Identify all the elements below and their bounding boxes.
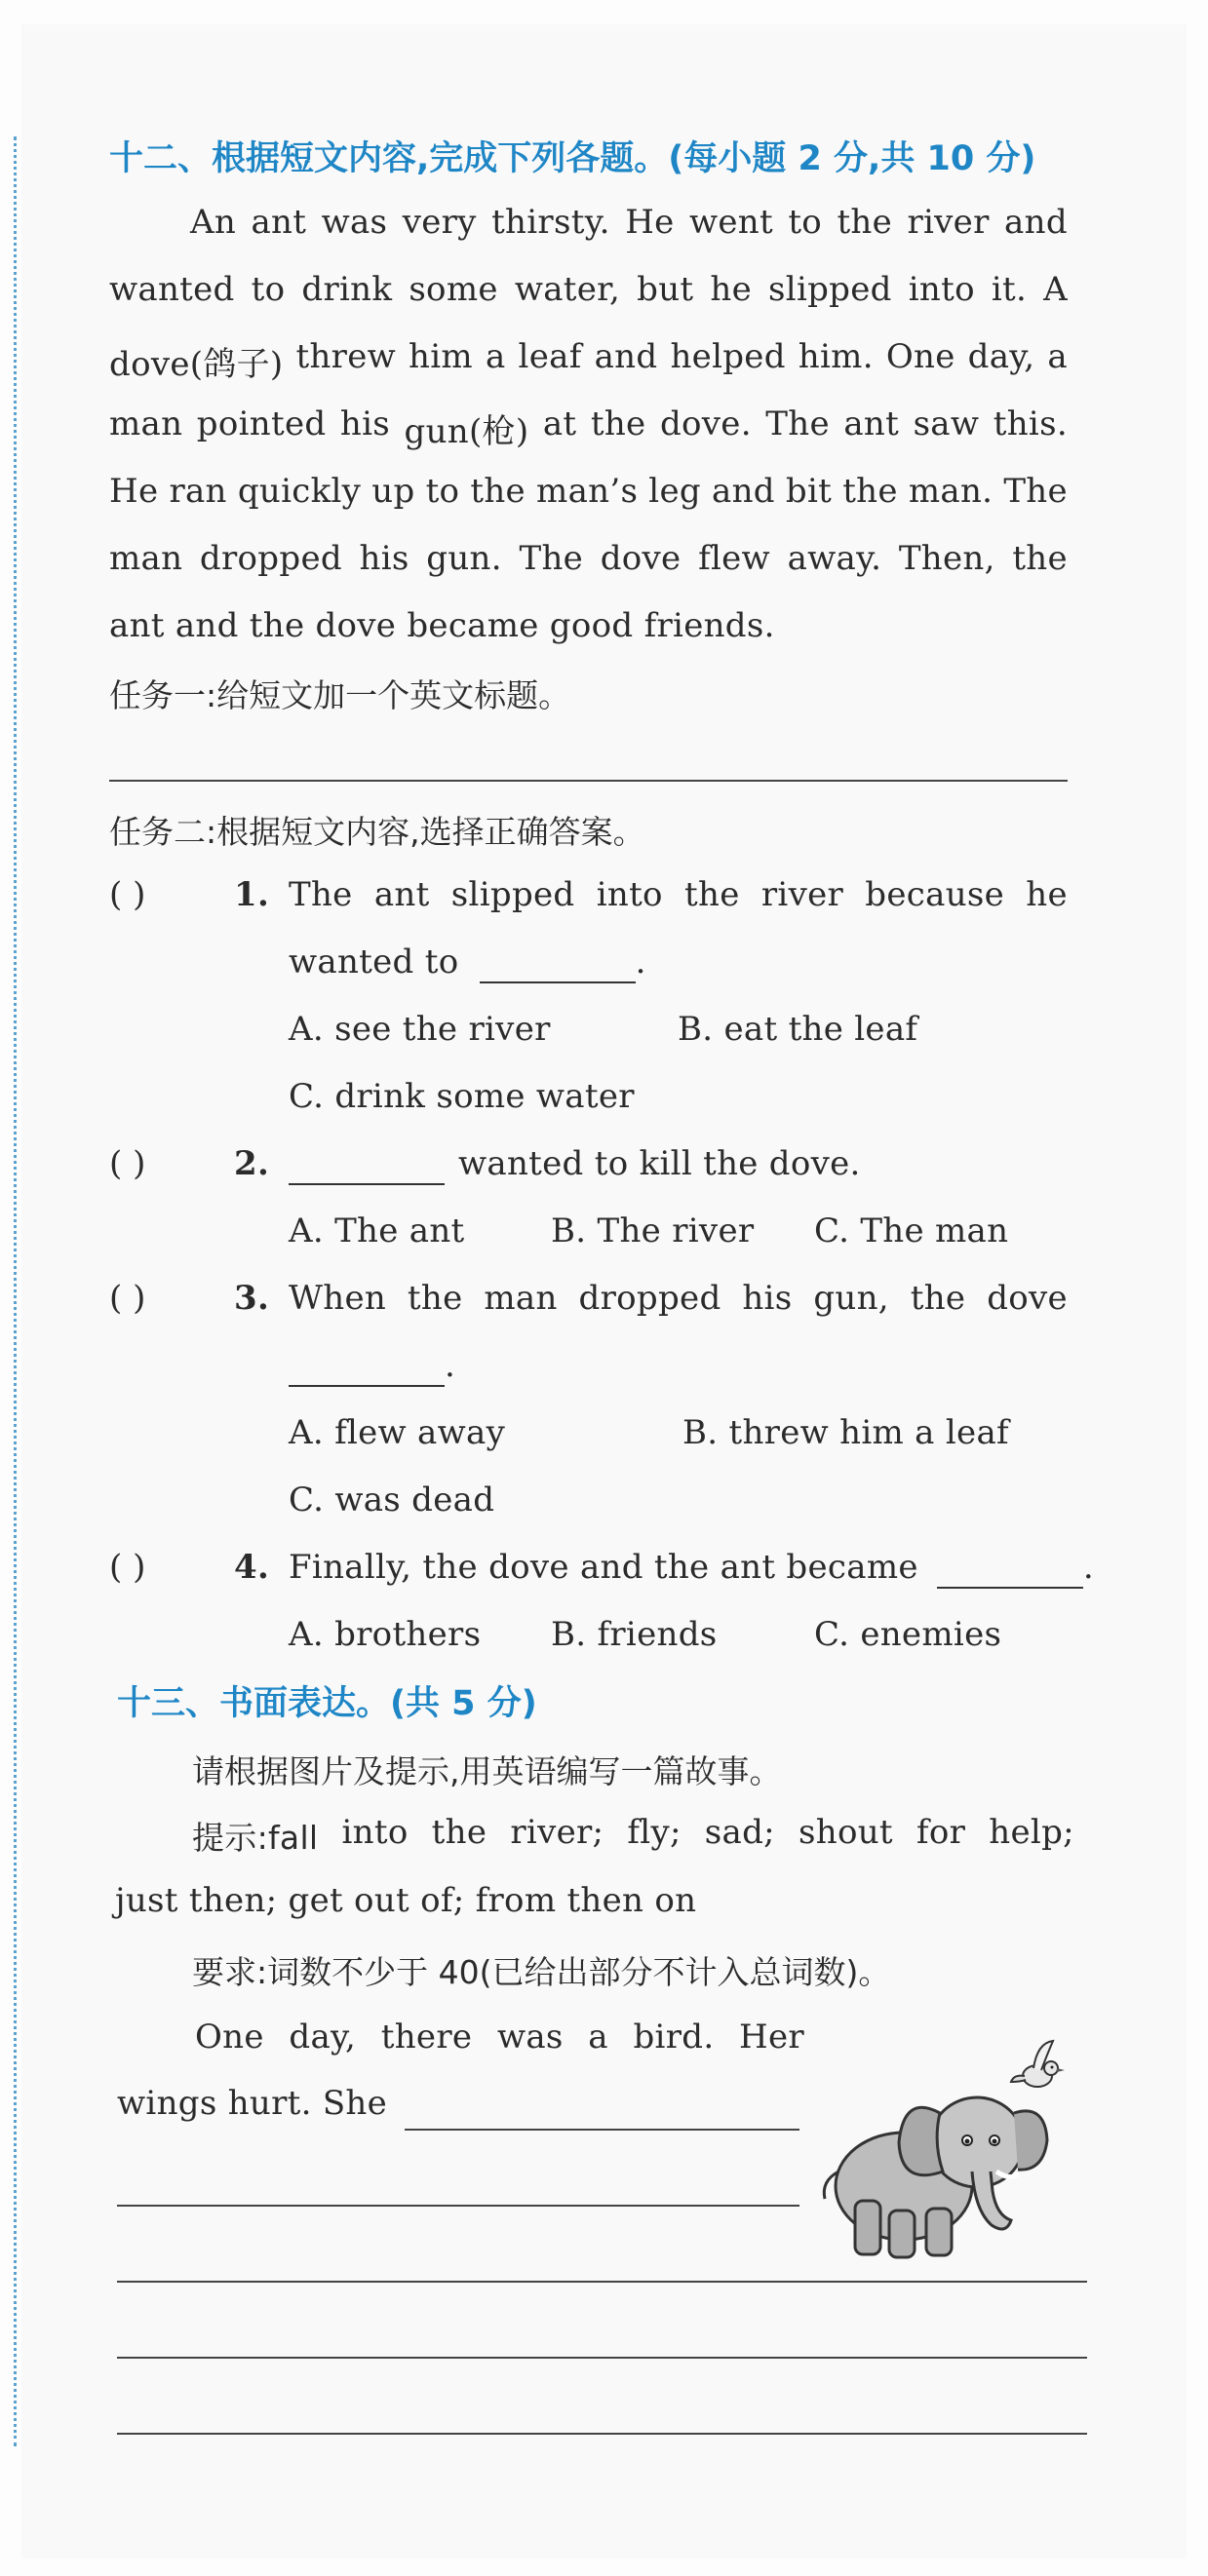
task-2-label: 任务二:根据短文内容,选择正确答案。 [109, 813, 645, 851]
q1-stem-text: wanted to [289, 942, 459, 981]
q1-option-a[interactable]: A. see the river [289, 1010, 551, 1049]
word: at [542, 404, 577, 443]
word: went [688, 203, 773, 242]
word: into [596, 875, 663, 914]
word: gun, [813, 1279, 889, 1318]
word: pointed [196, 404, 327, 443]
story-word: there [380, 2018, 473, 2057]
q2-option-c[interactable]: C. The man [814, 1211, 1009, 1250]
passage-line-1 [190, 203, 1068, 242]
word: bit [785, 472, 833, 511]
word: man [109, 404, 183, 443]
word: The [519, 539, 584, 578]
word: The [765, 404, 830, 443]
q4-stem-text: Finally, the dove and the ant became [289, 1548, 918, 1587]
q2-answer-paren[interactable]: ( ) [109, 1144, 146, 1183]
q2-number: 2. [234, 1144, 270, 1183]
q1-answer-paren[interactable]: ( ) [109, 875, 146, 914]
hint-word: 提示:fall [192, 1819, 319, 1857]
word: but [637, 270, 694, 309]
q3-answer-paren[interactable]: ( ) [109, 1279, 146, 1318]
word: him. [798, 337, 874, 376]
word: the [910, 1279, 966, 1318]
hint-line-2: just then; get out of; from then on [115, 1881, 697, 1920]
word: his [339, 404, 391, 443]
section-12-heading: 十二、根据短文内容,完成下列各题。(每小题 2 分,共 10 分) [109, 139, 1036, 178]
word: man. [908, 472, 994, 511]
q1-option-b[interactable]: B. eat the leaf [678, 1010, 918, 1049]
story-line-2: wings hurt. She [117, 2084, 388, 2123]
story-word: day, [289, 2018, 357, 2057]
word: his [359, 539, 409, 578]
passage-line-4 [109, 404, 1068, 452]
word: this. [993, 404, 1068, 443]
hint-word: help; [989, 1813, 1074, 1852]
q3-stem-line2 [289, 1346, 455, 1387]
word: the [837, 203, 893, 242]
word: One [885, 337, 955, 376]
word: thirsty. [491, 203, 610, 242]
writing-line-3[interactable] [117, 2281, 1087, 2283]
word: and [594, 337, 658, 376]
q3-option-a[interactable]: A. flew away [289, 1413, 506, 1452]
word: he [710, 270, 752, 309]
writing-line-4[interactable] [117, 2357, 1087, 2359]
word: the [684, 875, 740, 914]
word: dove. [659, 404, 752, 443]
word: into [908, 270, 975, 309]
word: flew [698, 539, 770, 578]
q1-option-c[interactable]: C. drink some water [289, 1077, 635, 1116]
q1-period: . [635, 942, 646, 981]
section-13-heading: 十三、书面表达。(共 5 分) [117, 1684, 537, 1723]
q2-blank[interactable] [289, 1144, 445, 1185]
word: and [1004, 203, 1068, 242]
word: the [470, 472, 526, 511]
q1-stem-line1 [289, 875, 1068, 914]
word: helped [670, 337, 786, 376]
word: the [407, 1279, 463, 1318]
word: the [1012, 539, 1068, 578]
word: An [190, 203, 237, 242]
word: saw [913, 404, 980, 443]
elephant-icon [824, 2097, 1047, 2257]
word: A [1043, 270, 1068, 309]
q1-blank[interactable] [480, 942, 636, 983]
word: ant [843, 404, 900, 443]
story-line-1 [195, 2018, 804, 2057]
writing-line-1[interactable] [405, 2129, 799, 2131]
word: him [409, 337, 473, 376]
word: a [485, 337, 506, 376]
word: to [425, 472, 460, 511]
passage-line-2 [109, 270, 1068, 309]
word: to [788, 203, 823, 242]
q3-stem-line1 [289, 1279, 1068, 1318]
title-answer-line[interactable] [109, 780, 1068, 782]
q3-period: . [445, 1346, 456, 1385]
writing-line-2[interactable] [117, 2205, 799, 2207]
q3-blank[interactable] [289, 1346, 445, 1387]
word: man [484, 1279, 558, 1318]
hint-word: fly; [627, 1813, 682, 1852]
task-1-label: 任务一:给短文加一个英文标题。 [109, 676, 571, 714]
word: man’s [536, 472, 639, 511]
story-word: One [195, 2018, 264, 2057]
hint-line-1 [192, 1813, 1074, 1859]
word: to [251, 270, 286, 309]
word: and [712, 472, 775, 511]
word: slipped [768, 270, 892, 309]
word: dove(鸽子) [109, 345, 284, 384]
word: quickly [237, 472, 362, 511]
passage-line-6 [109, 539, 1068, 578]
word: slipped [450, 875, 575, 914]
hint-word: for [916, 1813, 966, 1852]
word: Then, [898, 539, 995, 578]
story-word: a [588, 2018, 608, 2057]
word: gun(枪) [404, 412, 529, 451]
story-word: was [496, 2018, 564, 2057]
hint-word: shout [799, 1813, 893, 1852]
q3-number: 3. [234, 1279, 270, 1318]
q4-option-b[interactable]: B. friends [551, 1615, 718, 1654]
hint-word: sad; [704, 1813, 775, 1852]
q4-option-a[interactable]: A. brothers [289, 1615, 482, 1654]
writing-instruction: 请根据图片及提示,用英语编写一篇故事。 [192, 1752, 782, 1790]
hint-word: the [431, 1813, 487, 1852]
word: gun. [426, 539, 502, 578]
word: dove [600, 539, 682, 578]
word: dove [987, 1279, 1068, 1318]
word: He [109, 472, 159, 511]
elephant-bird-illustration [811, 2025, 1084, 2279]
word: his [742, 1279, 793, 1318]
word: ant [251, 203, 307, 242]
q1-stem-line2 [289, 942, 646, 983]
word: ran [169, 472, 227, 511]
q4-option-c[interactable]: C. enemies [814, 1615, 1002, 1654]
q4-stem [289, 1548, 1094, 1589]
word: was [321, 203, 388, 242]
q1-number: 1. [234, 875, 270, 914]
word: leaf [518, 337, 582, 376]
q4-number: 4. [234, 1548, 270, 1587]
word: The [289, 875, 353, 914]
q3-option-c[interactable]: C. was dead [289, 1480, 495, 1519]
word: very [402, 203, 477, 242]
word: man [109, 539, 183, 578]
word: river [760, 875, 844, 914]
q2-stem [289, 1144, 861, 1185]
word: he [1026, 875, 1068, 914]
writing-line-5[interactable] [117, 2433, 1087, 2435]
hint-word: river; [510, 1813, 604, 1852]
bird-icon [1011, 2041, 1065, 2087]
q2-stem-text: wanted to kill the dove. [458, 1144, 861, 1183]
passage-line-7: ant and the dove became good friends. [109, 606, 775, 645]
word: When [289, 1279, 387, 1318]
word: dropped [578, 1279, 721, 1318]
story-word: Her [739, 2018, 804, 2057]
passage-line-5 [109, 472, 1068, 511]
word: water, [514, 270, 621, 309]
word: threw [295, 337, 397, 376]
hint-word: into [341, 1813, 409, 1852]
word: because [865, 875, 1005, 914]
word: a [1047, 337, 1068, 376]
word: ant [373, 875, 430, 914]
word: He [625, 203, 675, 242]
word: The [1003, 472, 1068, 511]
word: the [590, 404, 646, 443]
word: river [907, 203, 990, 242]
q2-option-a[interactable]: A. The ant [289, 1211, 465, 1250]
word: dropped [199, 539, 342, 578]
word: day, [967, 337, 1035, 376]
passage-line-3 [109, 337, 1068, 385]
writing-requirement: 要求:词数不少于 40(已给出部分不计入总词数)。 [192, 1953, 891, 1991]
word: the [842, 472, 898, 511]
word: up [371, 472, 415, 511]
word: wanted [109, 270, 235, 309]
word: some [409, 270, 498, 309]
q4-answer-paren[interactable]: ( ) [109, 1548, 146, 1587]
word: drink [301, 270, 393, 309]
story-word: bird. [633, 2018, 715, 2057]
q4-period: . [1082, 1548, 1094, 1587]
word: away. [787, 539, 882, 578]
binding-margin-line [14, 136, 17, 2446]
word: leg [648, 472, 701, 511]
word: it. [991, 270, 1028, 309]
q3-option-b[interactable]: B. threw him a leaf [682, 1413, 1009, 1452]
q2-option-b[interactable]: B. The river [551, 1211, 755, 1250]
q4-blank[interactable] [937, 1548, 1083, 1589]
